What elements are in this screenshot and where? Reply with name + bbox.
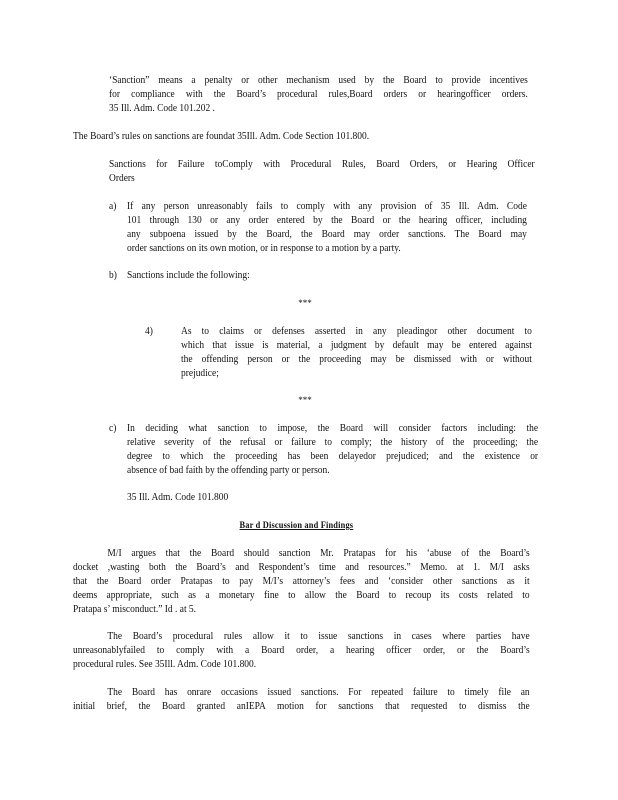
para-2-line-2: unreasonablyfailed to comply with a Board order, a hearing officer order, or the Board’s xyxy=(73,644,530,656)
para-1-line-2: docket ,wasting both the Board’s and Respondent’s time and resources.” Memo. at 1. M/I asks xyxy=(73,561,530,573)
definition-line-1: ‘Sanction” means a penalty or other mechanism used by the Board to provide incentives xyxy=(109,74,528,86)
item-a-label: a) xyxy=(109,200,117,212)
item-4-line-4: prejudice; xyxy=(181,367,219,379)
item-b-label: b) xyxy=(109,269,117,281)
para-3-line-1: The Board has onrare occasions issued sanctions. For repeated failure to timely file an xyxy=(107,686,530,698)
section-title xyxy=(109,157,535,185)
definition-line-3: 35 Ill. Adm. Code 101.202 . xyxy=(109,102,215,114)
item-c-line-4: absence of bad faith by the offending party or person. xyxy=(127,464,330,476)
citation-text: 35 Ill. Adm. Code 101.800 xyxy=(127,491,229,503)
item-4-text xyxy=(181,324,532,380)
section-title-line-2: Orders xyxy=(109,172,135,184)
item-c-line-2: relative severity of the refusal or failure to comply; the history of the proceeding; the xyxy=(127,436,539,448)
para-1-line-4: deems appropriate, such as a monetary fine to allow the Board to recoup its costs related to xyxy=(73,589,530,601)
paragraph-argument xyxy=(73,546,530,616)
sanction-definition xyxy=(109,73,528,115)
item-a-line-4: order sanctions on its own motion, or in response to a motion by a party. xyxy=(127,242,401,254)
item-c-label: c) xyxy=(109,422,117,434)
item-c-line-3: degree to which the proceeding has been delayedor prejudiced; and the existence or xyxy=(127,450,539,462)
paragraph-prior-sanctions xyxy=(73,685,530,713)
separator-asterisks-1: *** xyxy=(298,298,312,308)
separator-asterisks-2: *** xyxy=(298,395,312,405)
item-a-text xyxy=(127,199,527,255)
rules-location-text: The Board’s rules on sanctions are foundat 35Ill. Adm. Code Section 101.800. xyxy=(73,130,370,142)
item-a-line-2: 101 through 130 or any order entered by the Board or the hearing officer, including xyxy=(127,214,527,226)
para-2-line-1: The Board’s procedural rules allow it to issue sanctions in cases where parties have xyxy=(107,630,530,642)
item-b-text xyxy=(127,268,385,282)
para-1-line-3: that the Board order Pratapas to pay M/I’s attorney’s fees and ‘consider other sanctions as it xyxy=(73,575,530,587)
item-4-line-2: which that issue is material, a judgment by default may be entered against xyxy=(181,339,532,351)
item-c-line-1: In deciding what sanction to impose, the Board will consider factors including: the xyxy=(127,422,539,434)
citation xyxy=(127,490,299,504)
item-b-line: Sanctions include the following: xyxy=(127,269,250,281)
paragraph-procedural-rules xyxy=(73,629,530,671)
para-3-line-2: initial brief, the Board granted anIEPA motion for sanctions that requested to dismiss the xyxy=(73,700,530,712)
item-c-text xyxy=(127,421,538,477)
section-title-line-1: Sanctions for Failure toComply with Procedural Rules, Board Orders, or Hearing Officer xyxy=(109,158,535,170)
board-discussion-heading: Bar d Discussion and Findings xyxy=(239,521,354,531)
item-a-line-1: If any person unreasonably fails to comply with any provision of 35 Ill. Adm. Code xyxy=(127,200,527,212)
definition-line-2: for compliance with the Board’s procedural rules,Board orders or hearingofficer orders. xyxy=(109,88,528,100)
para-1-line-5: Pratapa s’ misconduct.” Id . at 5. xyxy=(73,603,197,615)
item-a-line-3: any subpoena issued by the Board, the Board may order sanctions. The Board may xyxy=(127,228,527,240)
rules-location xyxy=(73,129,443,143)
item-4-label: 4) xyxy=(145,325,153,337)
para-1-line-1: M/I argues that the Board should sanction Mr. Pratapas for his ‘abuse of the Board’s xyxy=(107,547,530,559)
item-4-line-3: the offending person or the proceeding may be dismissed with or without xyxy=(181,353,532,365)
item-4-line-1: As to claims or defenses asserted in any pleadingor other document to xyxy=(181,325,532,337)
para-2-line-3: procedural rules. See 35Ill. Adm. Code 101.800. xyxy=(73,658,257,670)
